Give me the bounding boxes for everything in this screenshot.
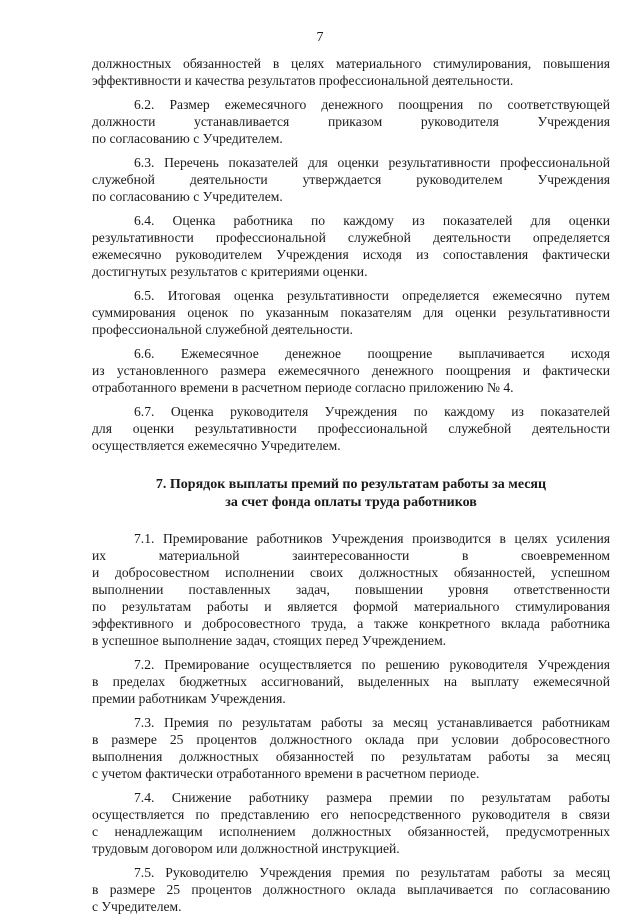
paragraph-line: 7.1. Премирование работников Учреждения производится в целях усиления: [134, 531, 610, 546]
paragraph-line: в успешное выполнение задач, стоящих перед Учреждением.: [92, 633, 447, 648]
paragraph-line: выполнения должностных обязанностей по результатам работы за месяц: [92, 749, 610, 764]
section-7-body: [92, 530, 610, 915]
paragraph-line: их материальной заинтересованности в своевременном: [92, 548, 610, 563]
paragraph-line: в размере 25 процентов должностного оклада при условии добросовестного: [92, 732, 610, 747]
paragraph-line: должностных обязанностей в целях материального стимулирования, повышения: [92, 56, 610, 71]
paragraph-line: осуществляется ежемесячно Учредителем.: [92, 438, 341, 453]
paragraph-line: трудовым договором или должностной инструкцией.: [92, 841, 400, 856]
paragraph-line: с учетом фактически отработанного времени в расчетном периоде.: [92, 766, 480, 781]
paragraph-line: для оценки результативности профессиональной служебной деятельности: [92, 421, 610, 436]
paragraph-line: результативности профессиональной служебной деятельности определяется: [92, 230, 610, 245]
paragraph-p7-3: [92, 714, 610, 782]
paragraph-line: по согласованию с Учредителем.: [92, 131, 283, 146]
paragraph-line: отработанного времени в расчетном периоде согласно приложению № 4.: [92, 380, 514, 395]
paragraph-p6-7: [92, 403, 610, 454]
paragraph-line: с Учредителем.: [92, 899, 182, 914]
paragraph-p6-2: [92, 96, 610, 147]
section-7-heading-line-1: 7. Порядок выплаты премий по результатам работы за месяц: [155, 477, 547, 492]
paragraph-line: 6.4. Оценка работника по каждому из показателей для оценки: [134, 213, 610, 228]
paragraph-line: 6.7. Оценка руководителя Учреждения по каждому из показателей: [134, 404, 610, 419]
paragraph-line: 6.5. Итоговая оценка результативности определяется ежемесячно путем: [134, 288, 610, 303]
paragraph-line: 7.3. Премия по результатам работы за месяц устанавливается работникам: [134, 715, 610, 730]
paragraph-line: выполнении поставленных задач, повышении уровня ответственности: [92, 582, 610, 597]
paragraph-line: 7.5. Руководителю Учреждения премия по результатам работы за месяц: [134, 865, 610, 880]
paragraph-line: и добросовестном исполнении своих должностных обязанностей, успешном: [92, 565, 610, 580]
paragraph-line: 7.2. Премирование осуществляется по решению руководителя Учреждения: [134, 657, 610, 672]
paragraph-p6-6: [92, 345, 610, 396]
paragraph-line: по согласованию с Учредителем.: [92, 189, 283, 204]
paragraph-line: 6.2. Размер ежемесячного денежного поощрения по соответствующей: [134, 97, 610, 112]
paragraph-line: 6.3. Перечень показателей для оценки результативности профессиональной: [134, 155, 610, 170]
paragraph-line: премии работникам Учреждения.: [92, 691, 286, 706]
section-6-continued: [92, 55, 610, 454]
paragraph-line: достигнутых результатов с критериями оценки.: [92, 264, 368, 279]
paragraph-line: в пределах бюджетных ассигнований, выделенных на выплату ежемесячной: [92, 674, 610, 689]
paragraph-p7-4: [92, 789, 610, 857]
paragraph-line: из установленного размера ежемесячного денежного поощрения и фактически: [92, 363, 610, 378]
paragraph-p7-1: [92, 530, 610, 649]
paragraph-line: осуществляется по представлению его непосредственного руководителя в связи: [92, 807, 610, 822]
paragraph-line: по результатам работы и является формой материального стимулирования: [92, 599, 610, 614]
paragraph-line: в размере 25 процентов должностного оклада выплачивается по согласованию: [92, 882, 610, 897]
paragraph-p7-5: [92, 864, 610, 915]
paragraph-line: 7.4. Снижение работнику размера премии по результатам работы: [134, 790, 610, 805]
paragraph-line: профессиональной служебной деятельности.: [92, 322, 353, 337]
paragraph-line: должности устанавливается приказом руководителя Учреждения: [92, 114, 610, 129]
section-7-heading-line-2: за счет фонда оплаты труда работников: [225, 495, 477, 510]
paragraph-p6-5: [92, 287, 610, 338]
paragraph-p7-2: [92, 656, 610, 707]
page-number: 7: [316, 30, 324, 45]
paragraph-line: эффективности и качества результатов профессиональной деятельности.: [92, 73, 514, 88]
document-body: [92, 55, 610, 915]
paragraph-p6-4: [92, 212, 610, 280]
paragraph-line: ежемесячно руководителем Учреждения исходя из сопоставления фактически: [92, 247, 610, 262]
paragraph-line: 6.6. Ежемесячное денежное поощрение выплачивается исходя: [134, 346, 610, 361]
paragraph-intro: [92, 55, 610, 89]
paragraph-p6-3: [92, 154, 610, 205]
paragraph-line: с ненадлежащим исполнением должностных обязанностей, предусмотренных: [92, 824, 610, 839]
paragraph-line: суммирования оценок по указанным показателям для оценки результативности: [92, 305, 610, 320]
paragraph-line: эффективного и добросовестного труда, а также конкретного вклада работника: [92, 616, 610, 631]
paragraph-line: служебной деятельности утверждается руководителем Учреждения: [92, 172, 610, 187]
